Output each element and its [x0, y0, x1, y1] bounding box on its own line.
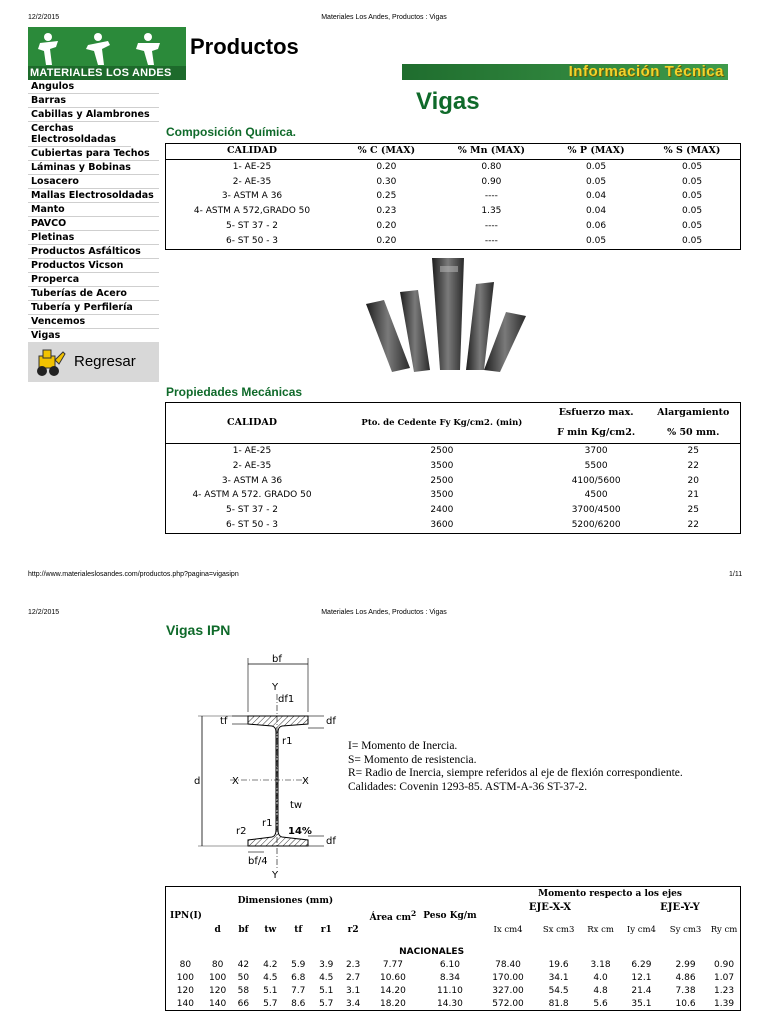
cell: 11.10	[437, 986, 463, 996]
label-bf4: bf/4	[248, 856, 268, 867]
sidebar-item-cerchas[interactable]: Cerchas Electrosoldadas	[28, 122, 131, 147]
label-y-bottom: Y	[272, 870, 279, 880]
cell: 4.5	[263, 973, 278, 983]
legend-resistencia: S= Momento de resistencia.	[348, 753, 477, 766]
cell: 5.1	[263, 986, 278, 996]
cell: 42	[237, 960, 250, 970]
cell: 4.5	[319, 973, 334, 983]
cell: 0.05	[682, 191, 703, 202]
cell: 0.25	[376, 191, 397, 202]
table-row	[166, 985, 741, 998]
cell: 1.35	[481, 206, 502, 217]
cell: 12.1	[631, 973, 652, 983]
cell: 3700	[584, 446, 608, 456]
col-d: d	[214, 924, 221, 935]
sidebar-item-properca[interactable]: Properca	[28, 273, 159, 287]
cell: 21	[687, 490, 699, 501]
vigas-ipn-heading: Vigas IPN	[166, 622, 231, 638]
cell: 0.04	[586, 206, 607, 217]
label-d: d	[194, 776, 201, 787]
sidebar-item-vencemos[interactable]: Vencemos	[28, 315, 159, 329]
regresar-button[interactable]	[28, 342, 159, 382]
col-rx: Rx cm	[587, 924, 614, 935]
table-row	[166, 175, 741, 190]
cell: 22	[687, 460, 699, 471]
cell: 0.20	[376, 161, 397, 172]
cell: 5- ST 37 - 2	[225, 220, 279, 231]
cell: 2- AE-35	[232, 460, 272, 471]
cell: 0.05	[682, 176, 703, 187]
table-row	[166, 219, 741, 234]
cell: 54.5	[548, 986, 569, 996]
cell: 7.7	[291, 986, 306, 996]
cell: 3500	[430, 490, 454, 501]
table-row	[166, 159, 741, 174]
cell: 572.00	[492, 998, 524, 1009]
sidebar-item-angulos[interactable]: Angulos	[28, 80, 159, 94]
cell: 140	[209, 998, 227, 1009]
cell: 1.39	[714, 998, 735, 1009]
sidebar-item-laminas[interactable]: Láminas y Bobinas	[28, 161, 159, 175]
col-r1: r1	[320, 924, 332, 935]
steel-beams-image	[366, 256, 542, 374]
sidebar-item-barras[interactable]: Barras	[28, 94, 159, 108]
col-sx: Sx cm3	[542, 924, 575, 935]
cell: 0.20	[376, 235, 397, 246]
legend-text	[348, 740, 683, 794]
col-ipn: IPN(I)	[170, 910, 202, 921]
table-row	[166, 972, 741, 985]
area-sup: 2	[411, 908, 417, 918]
cell: 5.7	[263, 998, 278, 1009]
cell: 0.30	[376, 176, 397, 187]
cell: ----	[484, 220, 498, 231]
table-row	[166, 189, 741, 204]
cell: 0.05	[682, 220, 703, 231]
page-title: Vigas	[416, 88, 480, 115]
col-calidad: CALIDAD	[227, 145, 277, 156]
company-logo[interactable]	[28, 27, 186, 80]
cell: 4.2	[263, 960, 278, 970]
sidebar-item-cabillas[interactable]: Cabillas y Alambrones	[28, 108, 159, 122]
col-ix: Ix cm4	[493, 924, 523, 935]
col-fy: Pto. de Cedente Fy Kg/cm2. (min)	[361, 417, 523, 428]
table-row	[166, 459, 741, 474]
sidebar-item-vicson[interactable]: Productos Vicson	[28, 259, 159, 273]
cell: ----	[484, 235, 498, 246]
label-r2: r2	[236, 826, 247, 837]
cell: 5- ST 37 - 2	[225, 505, 279, 516]
cell: 19.6	[548, 960, 569, 970]
cell: 120	[176, 986, 194, 996]
sidebar-item-tuberias-acero[interactable]: Tuberías de Acero	[28, 287, 159, 301]
label-x-right: X	[302, 776, 309, 787]
cell: 4500	[584, 490, 608, 501]
legend-calidades: Calidades: Covenin 1293-85. ASTM-A-36 ST-37-2.	[348, 780, 588, 793]
label-r1-bottom: r1	[262, 818, 273, 829]
col-dimensiones: Dimensiones (mm)	[237, 895, 334, 906]
label-tf: tf	[220, 716, 228, 727]
col-calidad: CALIDAD	[227, 416, 277, 428]
cell: 14.20	[380, 986, 406, 996]
label-bf: bf	[272, 654, 282, 665]
cell: 5.7	[319, 998, 334, 1009]
table-row	[166, 959, 741, 972]
workers-silhouette-icon	[28, 27, 186, 67]
cell: 5.1	[319, 986, 334, 996]
sidebar-item-pletinas[interactable]: Pletinas	[28, 231, 159, 245]
col-area	[366, 887, 420, 945]
table-row	[166, 503, 741, 518]
cell: 10.6	[675, 998, 696, 1009]
cell: 0.05	[586, 176, 607, 187]
cell: 327.00	[492, 986, 524, 996]
col-sy: Sy cm3	[669, 924, 702, 935]
sidebar-item-cubiertas[interactable]: Cubiertas para Techos	[28, 147, 159, 161]
cell: 0.90	[714, 960, 735, 970]
print-title-2: Materiales Los Andes, Productos : Vigas	[321, 609, 447, 616]
cell: 3700/4500	[571, 505, 621, 516]
col-alargamiento-sub: % 50 mm.	[667, 426, 720, 438]
cell: 81.8	[548, 998, 569, 1009]
col-p: % P (MAX)	[567, 145, 625, 156]
col-ry: Ry cm	[710, 924, 738, 935]
mecanicas-heading: Propiedades Mecánicas	[166, 385, 303, 399]
cell: 5500	[584, 460, 608, 471]
col-alargamiento: Alargamiento	[657, 406, 730, 418]
cell: 0.05	[586, 235, 607, 246]
cell: 0.23	[376, 206, 397, 217]
sidebar-item-manto[interactable]: Manto	[28, 203, 159, 217]
cell: 6.29	[631, 960, 652, 970]
col-tw: tw	[264, 924, 277, 935]
cell: 25	[687, 446, 699, 456]
cell: 4.8	[593, 986, 608, 996]
cell: 0.05	[682, 235, 703, 246]
productos-heading: Productos	[190, 34, 299, 59]
sidebar-item-pavco[interactable]: PAVCO	[28, 217, 159, 231]
cell: 0.20	[376, 220, 397, 231]
cell: 20	[687, 475, 699, 486]
cell: 100	[209, 973, 227, 983]
cell: 34.1	[548, 973, 569, 983]
logo-text: MATERIALES LOS ANDES	[30, 67, 172, 79]
cell: 3- ASTM A 36	[221, 475, 283, 486]
cell: 2400	[430, 505, 454, 516]
sidebar-nav	[28, 80, 159, 342]
sidebar-item-mallas[interactable]: Mallas Electrosoldadas	[28, 189, 159, 203]
cell: 2- AE-35	[232, 176, 272, 187]
loader-truck-icon	[31, 346, 67, 378]
cell: 3.4	[345, 998, 361, 1009]
label-r1-top: r1	[282, 736, 293, 747]
cell: 3.18	[590, 960, 611, 970]
table-row	[166, 474, 741, 489]
cell: 1- AE-25	[232, 446, 272, 456]
cell: 0.05	[682, 161, 703, 172]
cell: 6.8	[291, 973, 306, 983]
cell: 50	[237, 973, 250, 983]
cell: 3600	[430, 519, 454, 530]
cell: 25	[687, 505, 699, 516]
cell: 8.34	[439, 973, 460, 983]
cell: 2500	[430, 446, 454, 456]
mecanicas-table	[165, 402, 741, 534]
col-iy: Iy cm4	[626, 924, 656, 935]
cell: 5.9	[291, 960, 306, 970]
table-row	[166, 444, 741, 459]
cell: 3.9	[319, 960, 334, 970]
col-esfuerzo-sub: F min Kg/cm2.	[557, 427, 636, 438]
cell: 3- ASTM A 36	[221, 191, 283, 202]
cell: 6- ST 50 - 3	[225, 519, 279, 530]
label-df-top: df	[326, 716, 336, 727]
label-df-bottom: df	[326, 836, 336, 847]
sidebar-item-asfalticos[interactable]: Productos Asfálticos	[28, 245, 159, 259]
cell: 170.00	[492, 973, 524, 983]
label-df1: df1	[278, 694, 295, 705]
cell: 120	[209, 986, 227, 996]
ipn-table	[165, 886, 741, 1011]
info-tecnica-banner	[402, 64, 728, 80]
print-title: Materiales Los Andes, Productos : Vigas	[321, 14, 447, 21]
cell: 0.80	[481, 161, 502, 172]
cell: 4- ASTM A 572,GRADO 50	[193, 206, 311, 217]
cell: 2500	[430, 475, 454, 486]
cell: 4.0	[593, 973, 608, 983]
label-x-left: X	[232, 776, 239, 787]
col-mn: % Mn (MAX)	[457, 145, 526, 156]
cell: 80	[179, 960, 192, 970]
col-eje-x: EJE-X-X	[528, 902, 572, 913]
print-date: 12/2/2015	[28, 14, 60, 21]
composicion-heading: Composición Química.	[166, 125, 297, 139]
cell: 21.4	[631, 986, 652, 996]
cell: 14.30	[437, 998, 463, 1009]
cell: 140	[176, 998, 194, 1009]
cell: 0.90	[481, 176, 502, 187]
cell: 100	[176, 973, 194, 983]
cell: 0.05	[682, 206, 703, 217]
cell: 1- AE-25	[232, 161, 272, 172]
composicion-table	[165, 143, 741, 250]
cell: 4.86	[675, 973, 696, 983]
cell: 6.10	[439, 960, 460, 970]
section-nacionales: NACIONALES	[399, 946, 465, 957]
col-momento: Momento respecto a los ejes	[538, 888, 682, 899]
cell: 78.40	[495, 960, 521, 970]
label-y-top: Y	[272, 682, 279, 693]
cell: 1.07	[714, 973, 735, 983]
table-row	[166, 488, 741, 503]
cell: 5200/6200	[571, 519, 621, 530]
col-peso: Peso Kg/m	[423, 910, 477, 921]
cell: 66	[237, 998, 250, 1009]
cell: 7.77	[382, 960, 403, 970]
col-tf: tf	[294, 924, 303, 935]
sidebar-item-tuberia-perfileria[interactable]: Tubería y Perfilería	[28, 301, 159, 315]
cell: ----	[484, 191, 498, 202]
table-row	[166, 234, 741, 249]
col-bf: bf	[238, 924, 249, 935]
cell: 80	[211, 960, 224, 970]
cell: 3500	[430, 460, 454, 471]
col-r2: r2	[347, 924, 359, 935]
table-row	[166, 518, 741, 533]
print-url[interactable]: http://www.materialeslosandes.com/productos.php?pagina=vigasipn	[28, 571, 239, 578]
col-esfuerzo: Esfuerzo max.	[558, 407, 634, 418]
regresar-label: Regresar	[74, 353, 136, 370]
sidebar-item-losacero[interactable]: Losacero	[28, 175, 159, 189]
print-page-number: 1/11	[729, 571, 743, 578]
cell: 2.7	[345, 973, 361, 983]
cell: 3.1	[345, 986, 361, 996]
table-row	[166, 998, 741, 1011]
sidebar-item-vigas[interactable]: Vigas	[31, 330, 61, 341]
area-label: Área cm	[369, 912, 412, 923]
cell: 10.60	[380, 973, 406, 983]
cell: 22	[687, 519, 699, 530]
cell: 18.20	[380, 998, 406, 1009]
cell: 0.05	[586, 161, 607, 172]
label-14pct: 14%	[288, 826, 312, 837]
cell: 35.1	[631, 998, 652, 1009]
col-s: % S (MAX)	[663, 145, 721, 156]
legend-radio: R= Radio de Inercia, siempre referidos al eje de flexión correspondiente.	[348, 767, 683, 779]
col-eje-y: EJE-Y-Y	[660, 902, 700, 913]
label-tw: tw	[290, 800, 303, 811]
cell: 58	[237, 986, 250, 996]
info-tecnica-text: Información Técnica	[568, 63, 724, 80]
legend-inercia: I= Momento de Inercia.	[348, 740, 458, 752]
cell: 0.06	[586, 220, 607, 231]
cell: 2.99	[675, 960, 696, 970]
cell: 4100/5600	[571, 475, 621, 486]
cell: 6- ST 50 - 3	[225, 235, 279, 246]
cell: 8.6	[291, 998, 306, 1009]
ibeam-diagram	[190, 650, 350, 880]
cell: 1.23	[714, 986, 735, 996]
print-date-2: 12/2/2015	[28, 609, 60, 616]
col-c: % C (MAX)	[357, 145, 416, 156]
cell: 4- ASTM A 572. GRADO 50	[192, 490, 312, 501]
cell: 0.04	[586, 191, 607, 202]
cell: 7.38	[675, 986, 696, 996]
cell: 2.3	[345, 960, 361, 970]
cell: 5.6	[593, 998, 608, 1009]
table-row	[166, 204, 741, 219]
